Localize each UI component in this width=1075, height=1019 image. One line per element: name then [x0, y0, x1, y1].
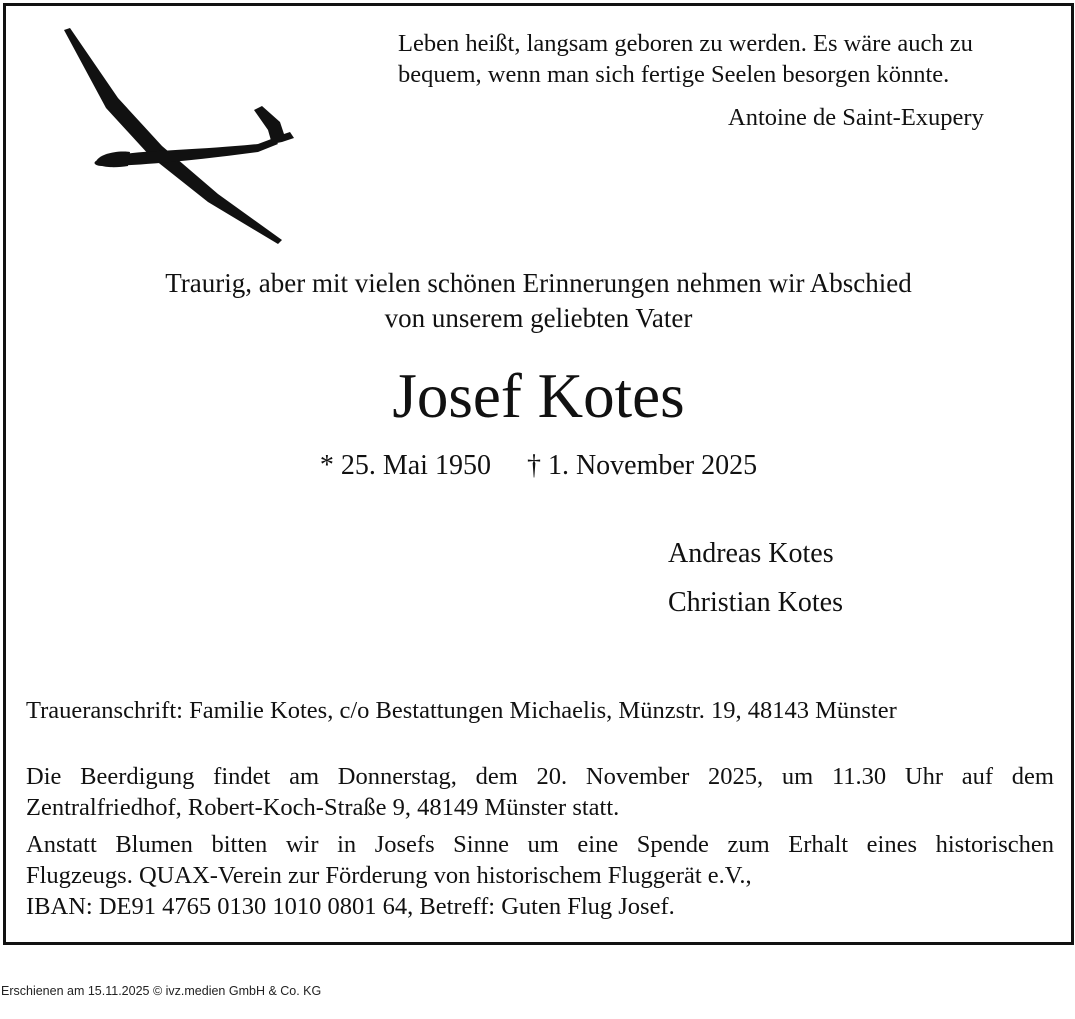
glider-icon [58, 26, 298, 248]
obituary-notice [3, 3, 1074, 945]
donation-line: Flugzeugs. QUAX-Verein zur Förderung von historischem Fluggerät e.V., [26, 862, 752, 889]
quote-text [398, 28, 1058, 90]
quote-author: Antoine de Saint-Exupery [728, 104, 984, 131]
donation-info [26, 829, 1054, 922]
quote-line: Leben heißt, langsam geboren zu werden. Es wäre auch zu [398, 30, 973, 57]
quote-line: bequem, wenn man sich fertige Seelen besorgen könnte. [398, 61, 950, 88]
birth-date: * 25. Mai 1950 [319, 450, 491, 481]
publication-footer: Erschienen am 15.11.2025 © ivz.medien GmbH & Co. KG [1, 984, 322, 998]
funeral-info [26, 761, 1054, 823]
intro-text [6, 266, 1071, 336]
intro-line: von unserem geliebten Vater [384, 303, 693, 333]
intro-line: Traurig, aber mit vielen schönen Erinnerungen nehmen wir Abschied [165, 268, 912, 298]
donation-line: Anstatt Blumen bitten wir in Josefs Sinne um eine Spende zum Erhalt eines historischen [26, 831, 1054, 858]
death-date: † 1. November 2025 [526, 450, 758, 481]
life-dates [6, 448, 1071, 484]
mourners-list [668, 529, 843, 627]
mourner-name: Andreas Kotes [668, 538, 834, 569]
mourning-address: Traueranschrift: Familie Kotes, c/o Bestattungen Michaelis, Münzstr. 19, 48143 Münster [26, 697, 897, 724]
mourner-name: Christian Kotes [668, 587, 843, 618]
deceased-name: Josef Kotes [392, 361, 685, 431]
funeral-line: Zentralfriedhof, Robert-Koch-Straße 9, 48149 Münster statt. [26, 794, 620, 821]
funeral-line: Die Beerdigung findet am Donnerstag, dem 20. November 2025, um 11.30 Uhr auf dem [26, 763, 1054, 790]
donation-line: IBAN: DE91 4765 0130 1010 0801 64, Betreff: Guten Flug Josef. [26, 893, 675, 920]
